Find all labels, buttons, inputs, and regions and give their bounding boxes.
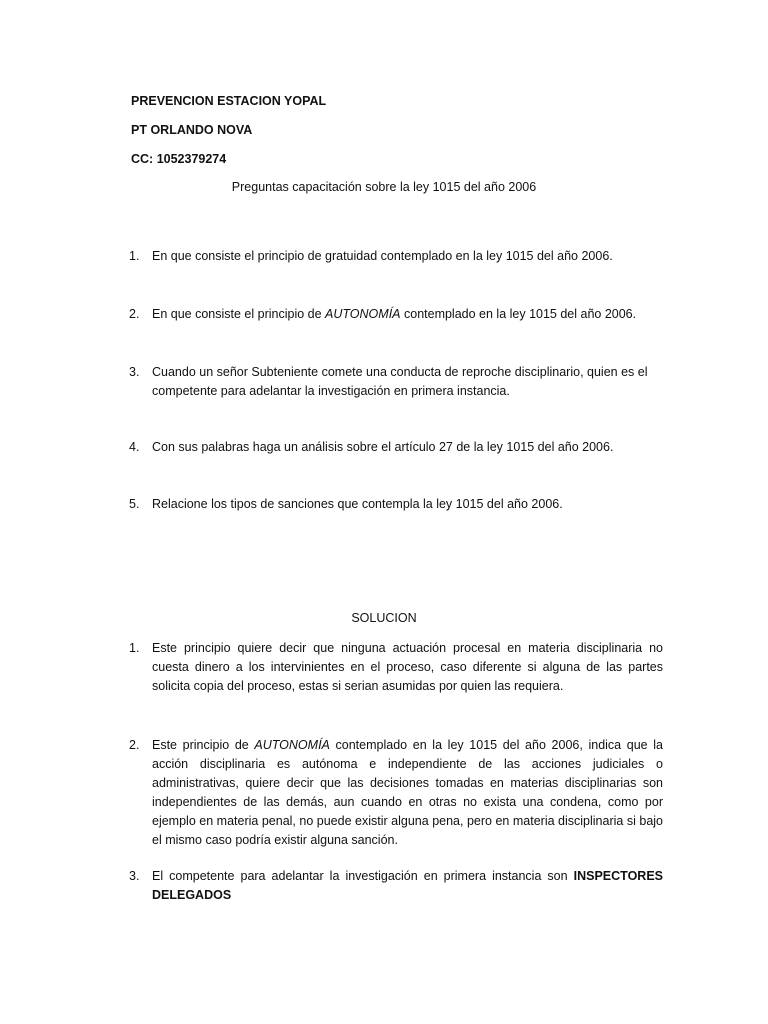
question-number: 1. <box>129 249 140 263</box>
question-4 <box>129 438 663 457</box>
question-number: 2. <box>129 307 140 321</box>
question-text-start: En que consiste el principio de <box>152 307 326 321</box>
answer-1 <box>129 639 663 696</box>
header-name: PT ORLANDO NOVA <box>131 123 253 137</box>
header-id: CC: 1052379274 <box>131 152 227 166</box>
document-title: Preguntas capacitación sobre la ley 1015 del año 2006 <box>231 180 537 194</box>
answer-bold-term: INSPECTORES DELEGADOS <box>152 869 663 902</box>
question-text-end: contemplado en la ley 1015 del año 2006. <box>400 307 637 321</box>
question-text: Con sus palabras haga un análisis sobre el artículo 27 de la ley 1015 del año 2006. <box>152 440 614 454</box>
question-3 <box>129 363 663 401</box>
question-text: Relacione los tipos de sanciones que contempla la ley 1015 del año 2006. <box>152 497 563 511</box>
question-1 <box>129 247 663 266</box>
keyword-autonomia: AUTONOMÍA <box>254 738 330 752</box>
answer-text-start: El competente para adelantar la investigación en primera instancia son <box>152 869 574 883</box>
answer-text-end: contemplado en la ley 1015 del año 2006, indica que la acción disciplinaria es autónoma e independiente de las acciones judiciales o administrativas, quiere decir que las decisiones tomadas en materias disciplinarias son independientes de las demás, aun cuando en otras no exista una condena, como por ejemplo en materia penal, no puede existir alguna pena, pero en materia disciplinaria si bajo el mismo caso podría existir alguna sanción. <box>152 738 664 847</box>
answer-number: 1. <box>129 641 140 655</box>
header-station: PREVENCION ESTACION YOPAL <box>131 94 327 108</box>
answer-text-start: Este principio de <box>152 738 255 752</box>
question-text: En que consiste el principio de gratuidad contemplado en la ley 1015 del año 2006. <box>152 249 613 263</box>
question-text: Cuando un señor Subteniente comete una conducta de reproche disciplinario, quien es el competente para adelantar la investigación en primera instancia. <box>152 365 648 398</box>
question-number: 5. <box>129 497 140 511</box>
answer-text <box>152 867 663 905</box>
answer-text <box>152 736 663 850</box>
solution-title: SOLUCION <box>351 611 417 625</box>
answer-number: 3. <box>129 869 140 883</box>
question-5 <box>129 495 663 514</box>
answer-3 <box>129 867 663 905</box>
answer-number: 2. <box>129 738 140 752</box>
question-number: 3. <box>129 365 140 379</box>
keyword-autonomia: AUTONOMÍA <box>325 307 401 321</box>
question-text <box>152 305 663 324</box>
question-2 <box>129 305 663 324</box>
question-number: 4. <box>129 440 140 454</box>
answer-text: Este principio quiere decir que ninguna actuación procesal en materia disciplinaria no cuesta dinero a los intervinientes en el proceso, caso diferente si alguna de las partes solicita copia del proceso, estas si serian asumidas por quien las requiera. <box>152 641 663 693</box>
answer-2 <box>129 736 663 850</box>
